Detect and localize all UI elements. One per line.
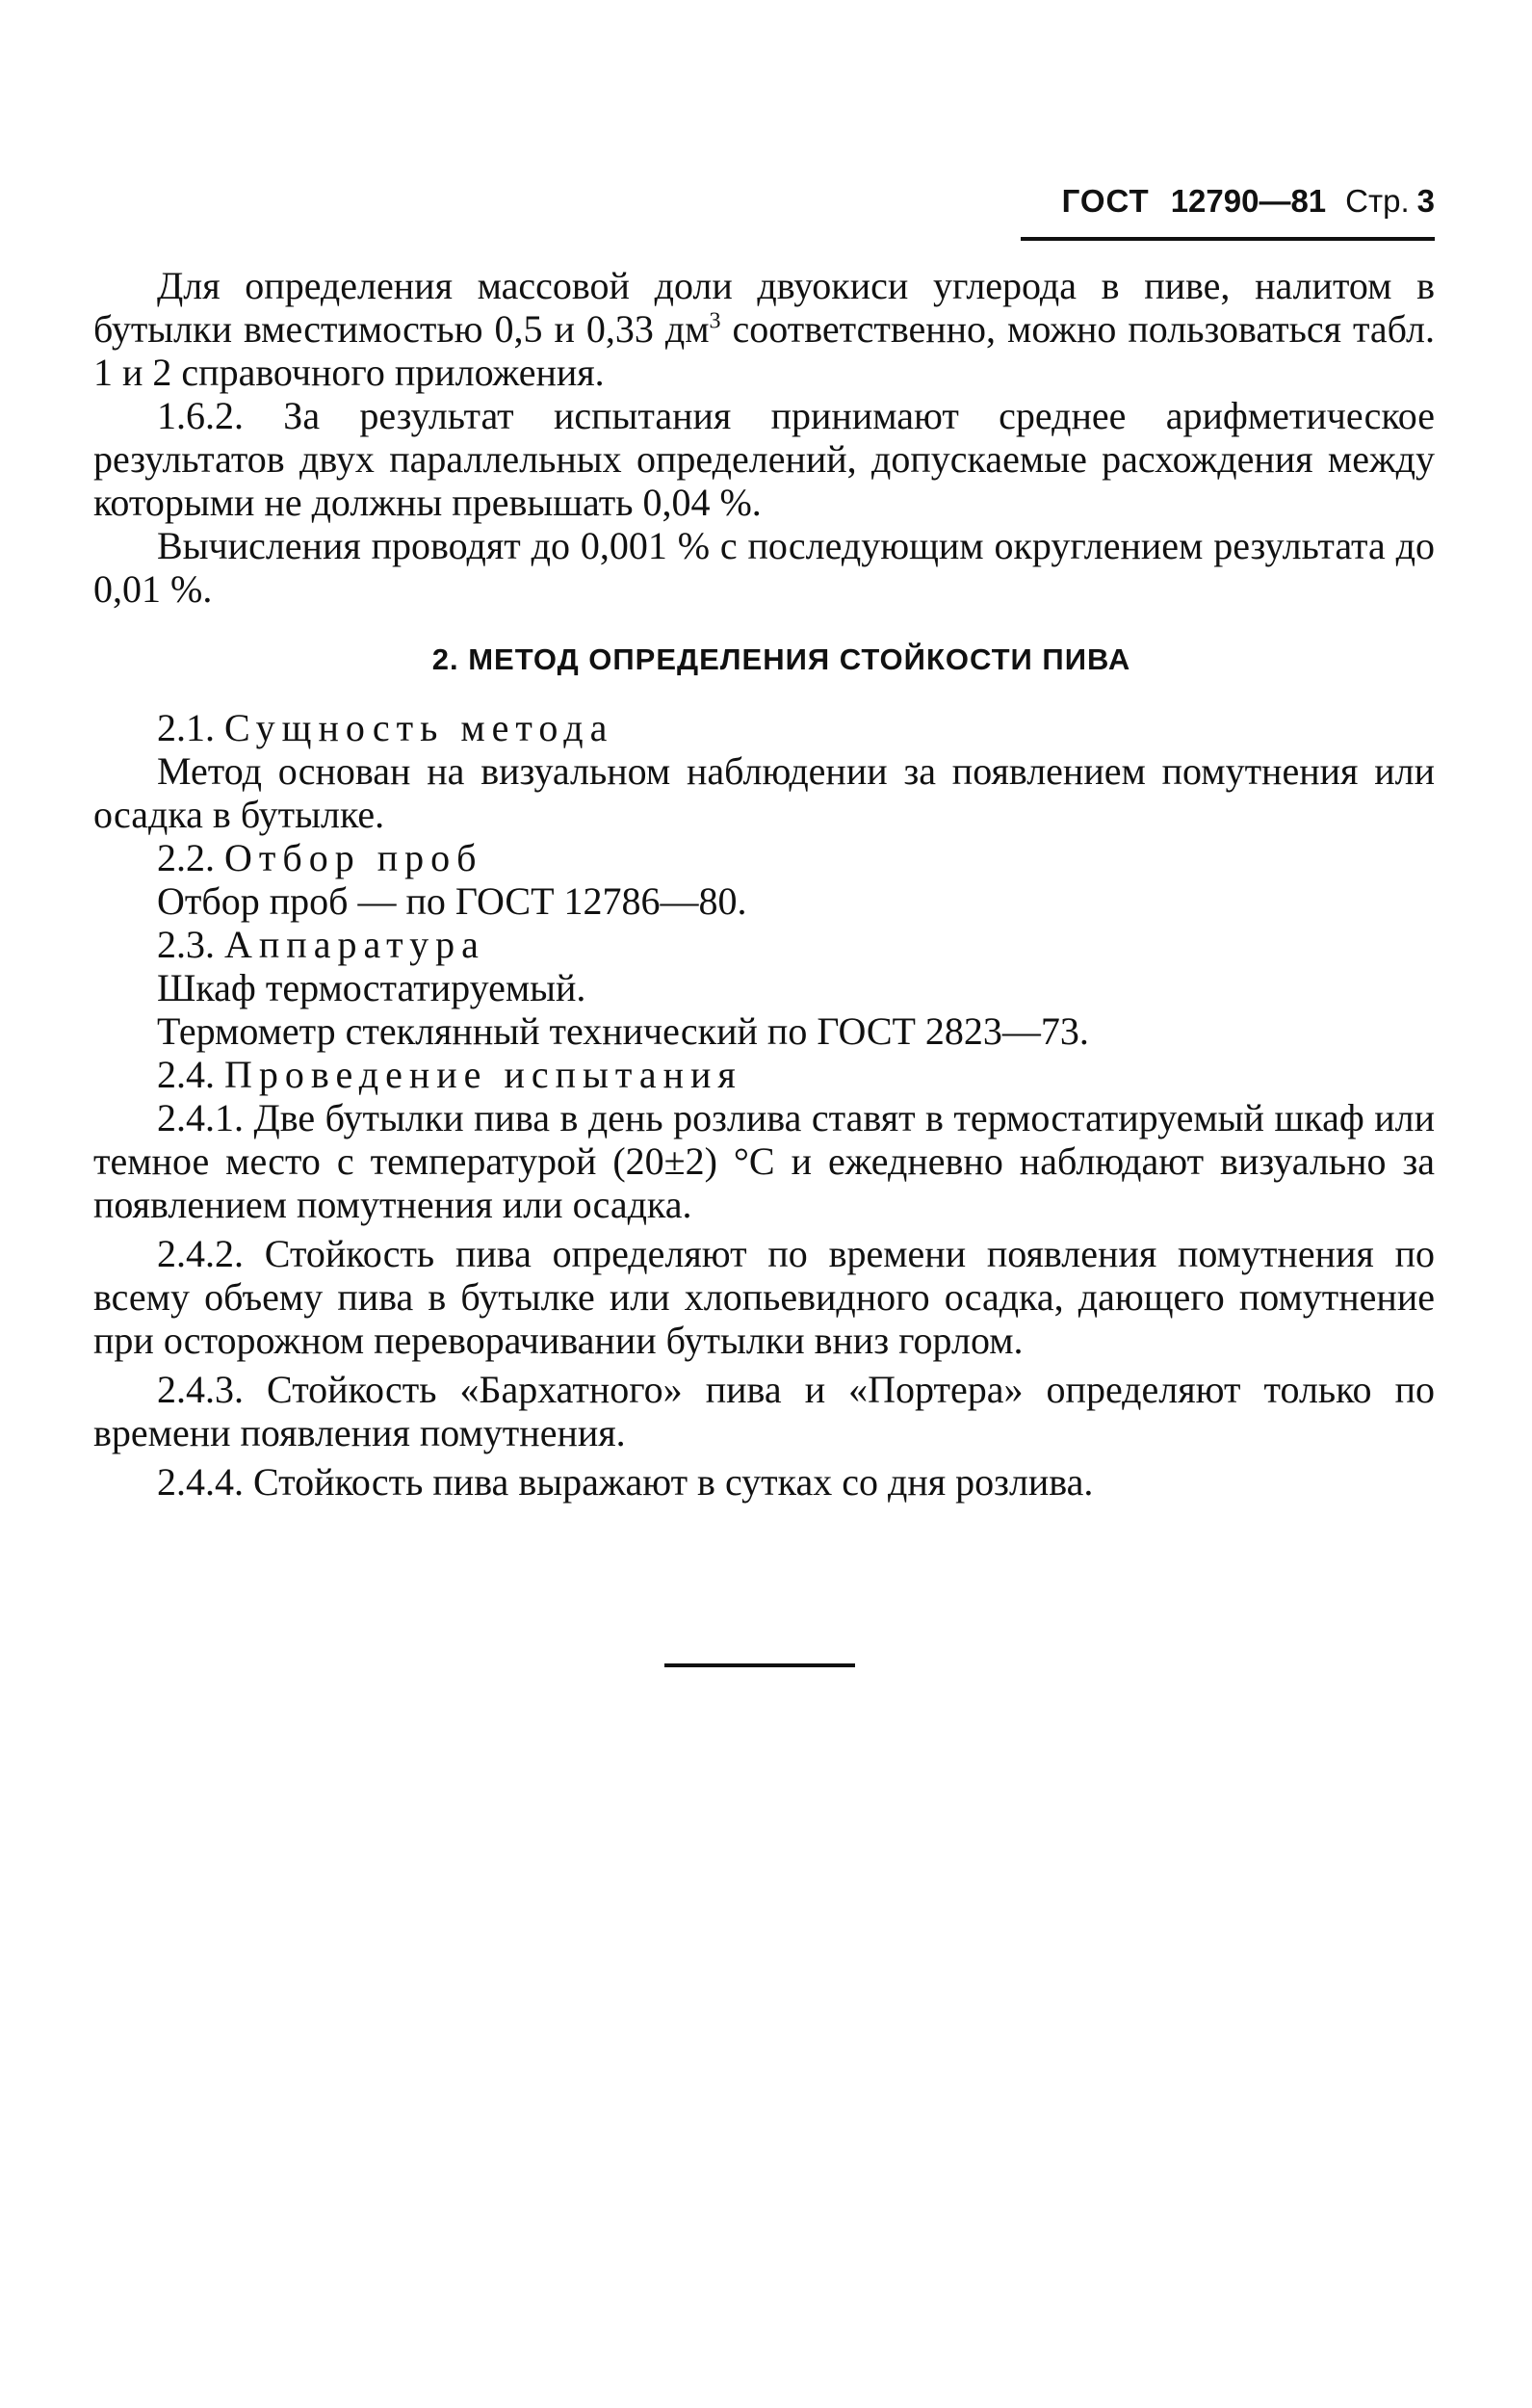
paragraph-1-6-2: 1.6.2. За результат испытания принимают среднее арифметическое результатов двух параллельных определений, допускаемые расхождения между которыми не должны превышать 0,04 %. bbox=[93, 394, 1435, 524]
paragraph-co2-tables-text-end: соответственно, можно пользоваться табл. 1 и 2 справочного приложения. bbox=[93, 307, 1435, 394]
page-label: Стр. bbox=[1345, 183, 1410, 219]
paragraph-co2-tables-text: Для определения массовой доли двуокиси углерода в пиве, налитом в бутылки вместимостью 0,5 и 0,33 дм bbox=[93, 264, 1435, 351]
paragraph-2-4-1: 2.4.1. Две бутылки пива в день розлива ставят в термостатируемый шкаф или темное место с температурой (20±2) °С и ежедневно наблюдают визуально за появлением помутнения или осадка. bbox=[93, 1096, 1435, 1226]
subsection-2-3-title bbox=[93, 923, 1435, 966]
subsection-2-2-number: 2.2. bbox=[157, 836, 215, 879]
closing-rule bbox=[664, 1663, 855, 1667]
header-rule bbox=[1021, 237, 1435, 241]
subsection-2-1-text: Метод основан на визуальном наблюдении за появлением помутнения или осадка в бутылке. bbox=[93, 749, 1435, 836]
superscript-cube: 3 bbox=[709, 308, 721, 334]
subsection-2-1-title bbox=[93, 706, 1435, 749]
subsection-2-3-number: 2.3. bbox=[157, 923, 215, 966]
page-number: 3 bbox=[1416, 183, 1435, 219]
subsection-2-4-number: 2.4. bbox=[157, 1053, 215, 1096]
paragraph-2-4-3: 2.4.3. Стойкость «Бархатного» пива и «Портера» определяют только по времени появления помутнения. bbox=[93, 1368, 1435, 1454]
paragraph-2-4-2: 2.4.2. Стойкость пива определяют по времени появления помутнения по всему объему пива в бутылке или хлопьевидного осадка, дающего помутнение при осторожном переворачивании бутылки вниз горлом. bbox=[93, 1232, 1435, 1362]
page-header bbox=[1021, 183, 1435, 241]
subsection-2-2-label: Отбор проб bbox=[224, 836, 483, 879]
paragraph-2-4-4: 2.4.4. Стойкость пива выражают в сутках со дня розлива. bbox=[157, 1460, 1094, 1504]
standard-number: 12790—81 bbox=[1170, 183, 1327, 219]
document-body bbox=[93, 264, 1435, 1504]
subsection-2-2-text: Отбор проб — по ГОСТ 12786—80. bbox=[157, 879, 747, 923]
subsection-2-4-title bbox=[93, 1053, 1435, 1096]
subsection-2-4-label: Проведение испытания bbox=[224, 1053, 742, 1096]
subsection-2-1-label: Сущность метода bbox=[224, 706, 614, 749]
apparatus-item-cabinet: Шкаф термостатируемый. bbox=[157, 966, 586, 1009]
standard-label: ГОСТ bbox=[1061, 183, 1150, 219]
subsection-2-1-number: 2.1. bbox=[157, 706, 215, 749]
subsection-2-2-title bbox=[93, 836, 1435, 879]
apparatus-item-thermometer: Термометр стеклянный технический по ГОСТ 2823—73. bbox=[157, 1009, 1089, 1053]
paragraph-co2-tables bbox=[93, 264, 1435, 394]
subsection-2-3-label: Аппаратура bbox=[224, 923, 485, 966]
paragraph-calculations: Вычисления проводят до 0,001 % с последующим округлением результата до 0,01 %. bbox=[93, 524, 1435, 611]
section-heading: 2. МЕТОД ОПРЕДЕЛЕНИЯ СТОЙКОСТИ ПИВА bbox=[431, 642, 1131, 676]
